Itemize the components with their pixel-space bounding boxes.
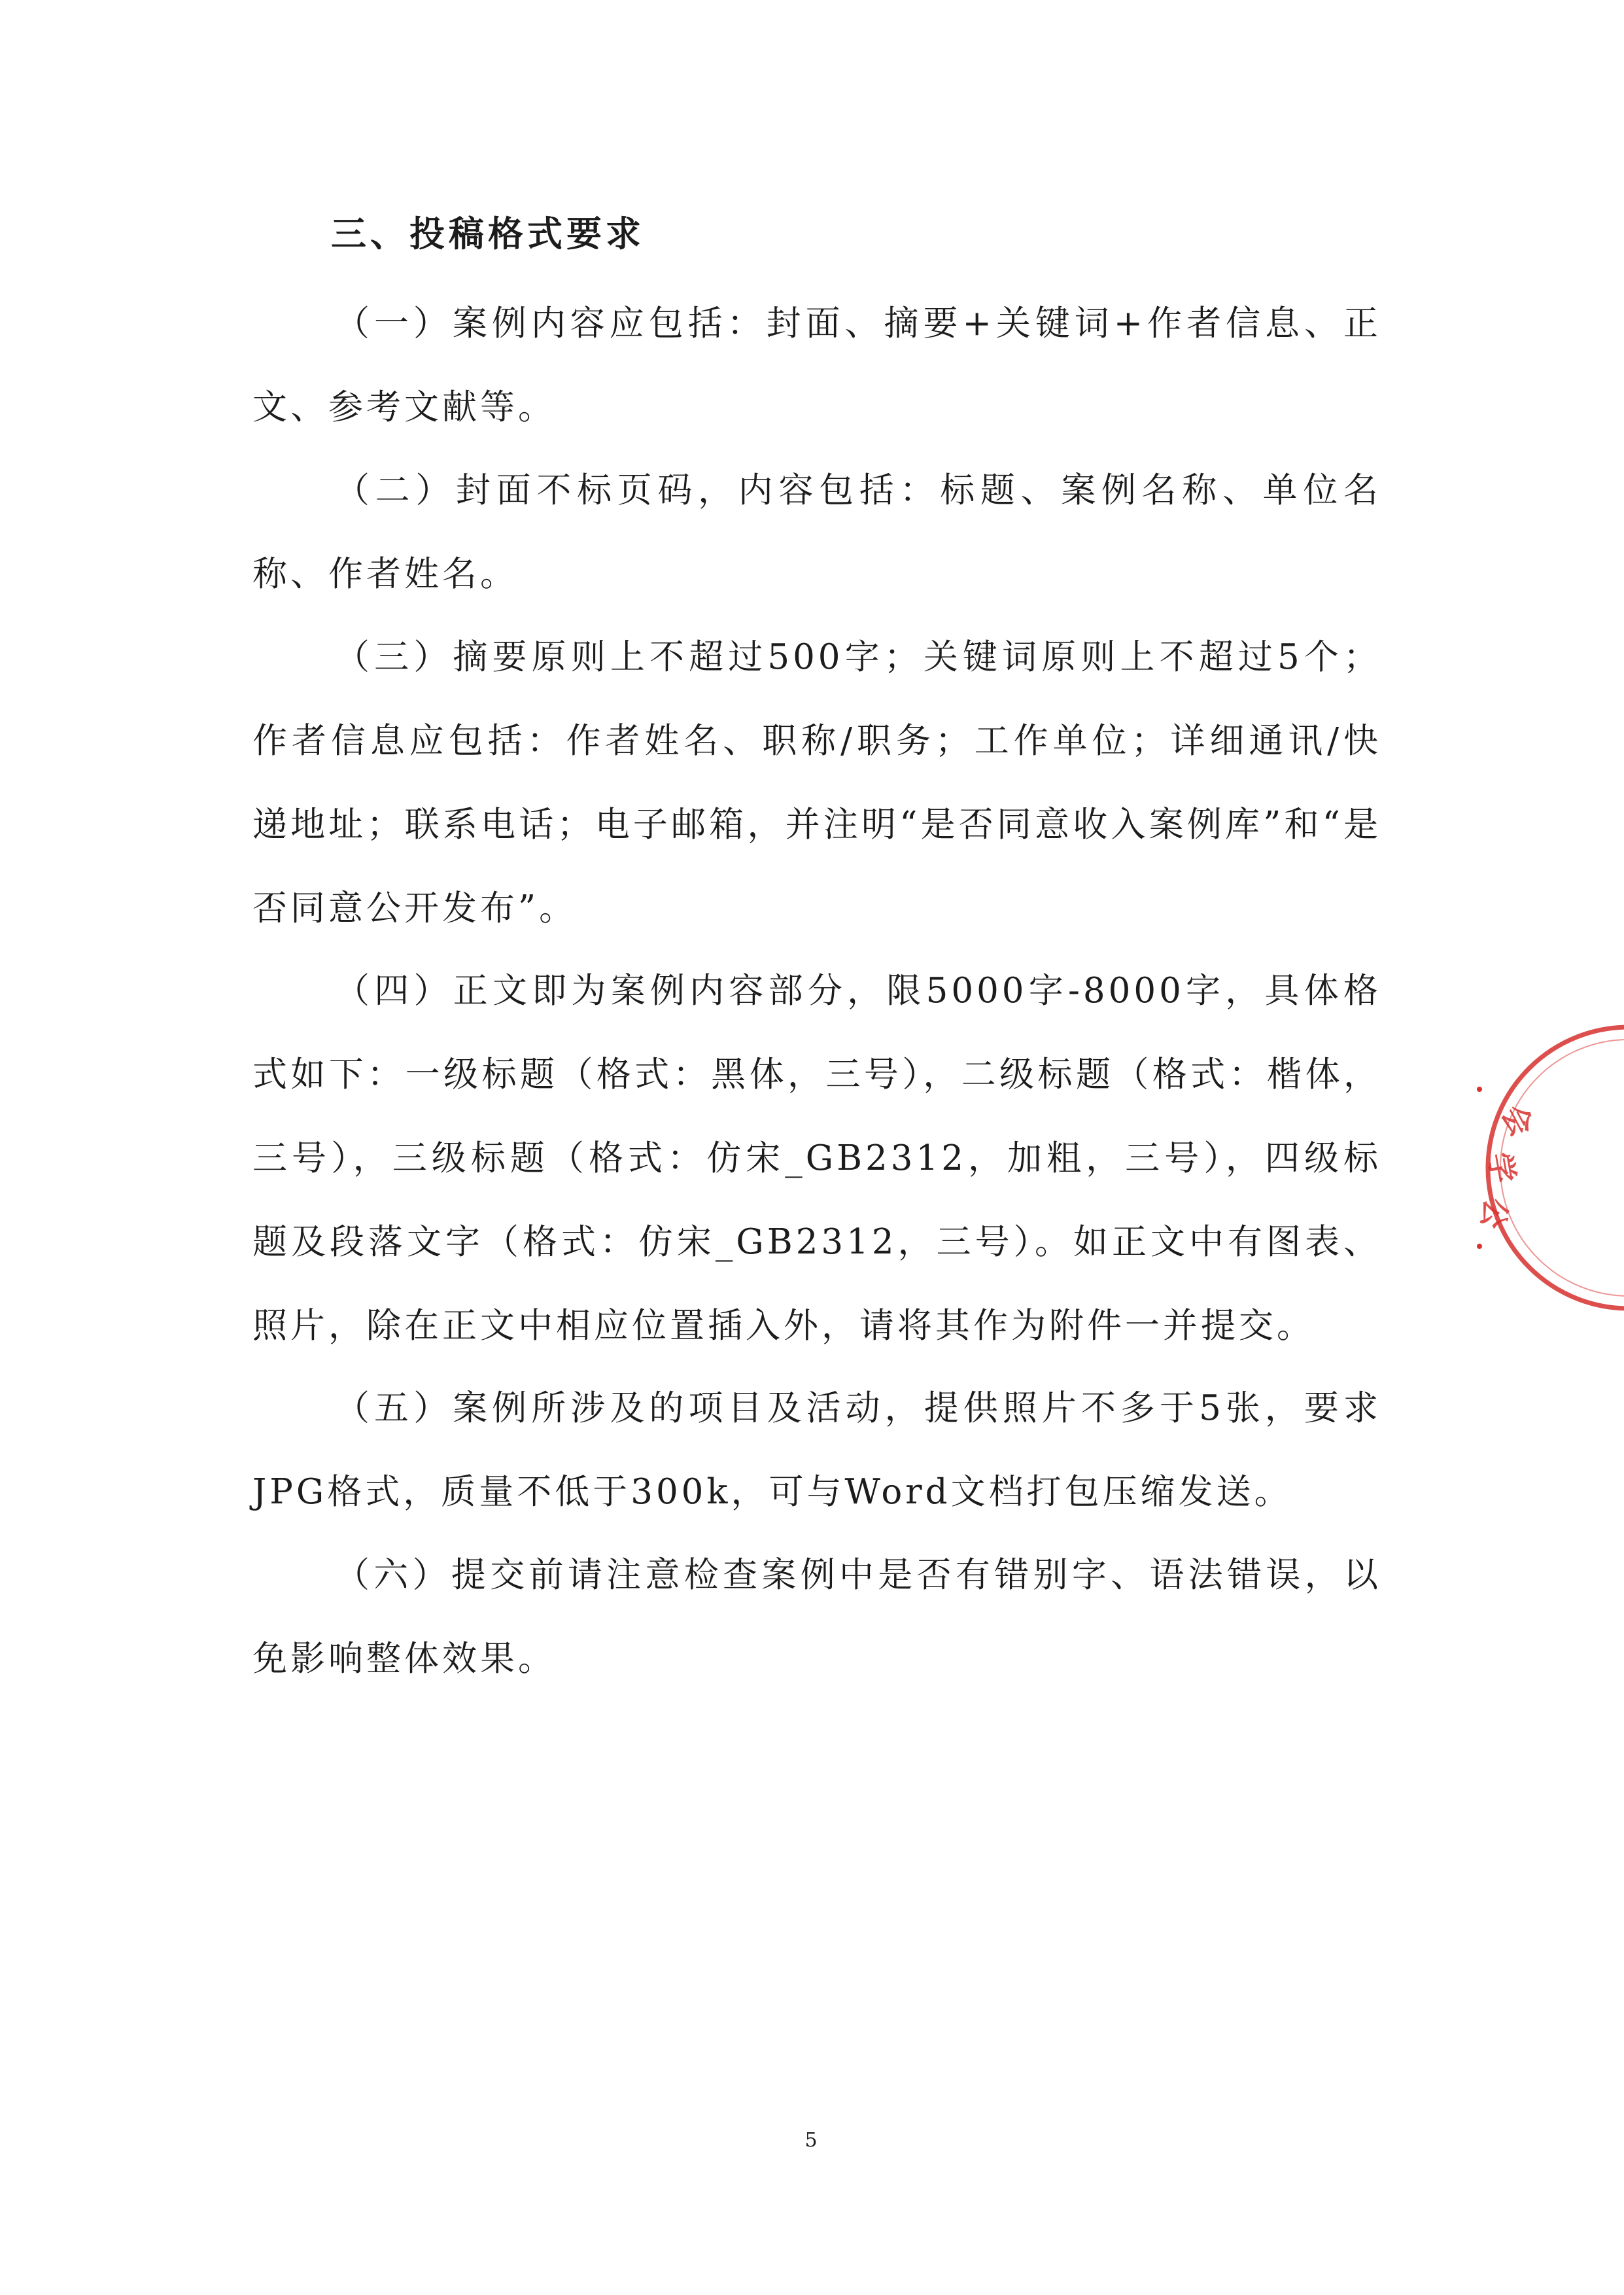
page-number: 5 [804, 2129, 818, 2152]
paragraph-content-items: （一）案例内容应包括：封面、摘要+关键词+作者信息、正文、参考文献等。 [252, 304, 1381, 427]
section-heading: 三、投稿格式要求 [331, 213, 645, 254]
paragraph-cover-requirements: （二）封面不标页码，内容包括：标题、案例名称、单位名称、作者姓名。 [252, 470, 1381, 594]
paragraph-abstract-requirements: （三）摘要原则上不超过500字；关键词原则上不超过5个；作者信息应包括：作者姓名、职称/职务；工作单位；详细通讯/快递地址；联系电话；电子邮箱，并注明“是否同意收入案例库”和“是否同意公开发布”。 [252, 637, 1381, 928]
svg-text:学: 学 [1481, 1149, 1522, 1186]
svg-text:会: 会 [1494, 1098, 1540, 1142]
svg-text:公: 公 [1474, 1196, 1514, 1231]
paragraph-photo-requirements: （五）案例所涉及的项目及活动，提供照片不多于5张，要求JPG格式，质量不低于300k，可与Word文档打包压缩发送。 [252, 1388, 1381, 1512]
paragraph-proofreading: （六）提交前请注意检查案例中是否有错别字、语法错误，以免影响整体效果。 [252, 1555, 1381, 1679]
paragraph-body-format: （四）正文即为案例内容部分，限5000字-8000字，具体格式如下：一级标题（格式：黑体，三号），二级标题（格式：楷体，三号），三级标题（格式：仿宋_GB2312，加粗，三号），四级标题及段落文字（格式：仿宋_GB2312，三号）。如正文中有图表、照片，除在正文中相应位置插入外，请将其作为附件一并提交。 [252, 971, 1381, 1346]
official-seal-stamp [1439, 1021, 1624, 1322]
